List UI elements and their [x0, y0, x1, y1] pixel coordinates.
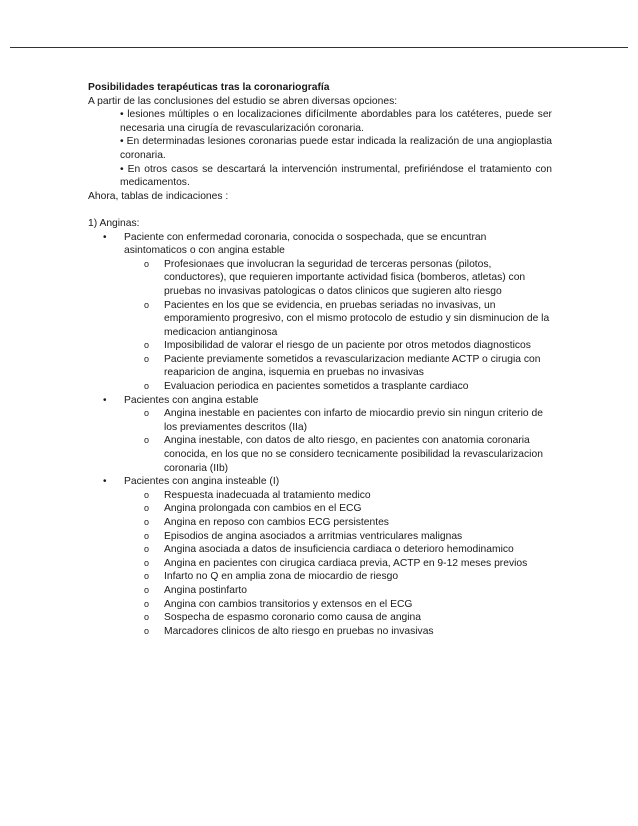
group-label: Pacientes con angina estable	[124, 394, 259, 406]
sub-item-text: Angina en reposo con cambios ECG persistentes	[164, 517, 389, 528]
circle-bullet-icon: o	[144, 503, 150, 514]
circle-bullet-icon: o	[144, 625, 150, 636]
group-item	[88, 475, 552, 489]
sub-item-text: Sospecha de espasmo coronario como causa de angina	[164, 612, 422, 624]
sub-item	[88, 489, 552, 503]
sub-item-text: Angina postinfarto	[164, 584, 248, 596]
sub-item	[88, 516, 552, 530]
sub-item	[88, 584, 552, 598]
sub-item-text: Infarto no Q en amplia zona de miocardio de riesgo	[164, 571, 399, 583]
option-item: • En otros casos se descartará la intervención instrumental, prefiriéndose el tratamiento con medicamentos.	[120, 163, 552, 189]
bullet-icon: •	[103, 231, 107, 243]
circle-bullet-icon: o	[144, 571, 150, 582]
circle-bullet-icon: o	[144, 258, 150, 269]
circle-bullet-icon: o	[144, 353, 150, 364]
sub-item-text: Pacientes en los que se evidencia, en pruebas seriadas no invasivas, un emporamiento progresivo, con el mismo protocolo de estudio y sin disminucion de la medicacion antianginosa	[164, 299, 550, 338]
sub-item-text: Evaluacion periodica en pacientes sometidos a trasplante cardiaco	[164, 381, 469, 393]
option-item: • En determinadas lesiones coronarias puede estar indicada la realización de una angioplastia coronaria.	[120, 136, 552, 161]
sub-item	[88, 598, 552, 612]
circle-bullet-icon: o	[144, 408, 150, 419]
circle-bullet-icon: o	[144, 598, 150, 609]
bullet-icon: •	[103, 476, 107, 488]
sub-item	[88, 611, 552, 625]
circle-bullet-icon: o	[144, 530, 150, 541]
sub-item	[88, 258, 552, 299]
intro-text: A partir de las conclusiones del estudio se abren diversas opciones:	[88, 95, 398, 107]
sub-item-text: Paciente previamente sometidos a revascularizacion mediante ACTP o cirugia con reaparicion de angina, isquemia en pruebas no invasivas	[164, 353, 541, 379]
circle-bullet-icon: o	[144, 517, 150, 527]
group-label: Paciente con enfermedad coronaria, conocida o sospechada, que se encuntran asintomaticos o con angina estable	[124, 231, 487, 257]
sub-item	[88, 530, 552, 544]
circle-bullet-icon: o	[144, 612, 150, 623]
sub-item-text: Angina en pacientes con cirugica cardiaca previa, ACTP en 9-12 meses previos	[164, 557, 528, 569]
sub-item	[88, 557, 552, 571]
sub-item	[88, 434, 552, 475]
group-item	[88, 231, 552, 258]
circle-bullet-icon: o	[144, 584, 150, 595]
circle-bullet-icon: o	[144, 435, 150, 446]
sub-item	[88, 543, 552, 557]
circle-bullet-icon: o	[144, 340, 150, 351]
sub-item	[88, 380, 552, 394]
sub-item	[88, 339, 552, 353]
blank-line	[88, 203, 552, 217]
sub-item	[88, 353, 552, 380]
sub-item-text: Angina prolongada con cambios en el ECG	[164, 503, 362, 515]
sub-item	[88, 299, 552, 340]
sub-item-text: Angina con cambios transitorios y extensos en el ECG	[164, 598, 413, 610]
sub-item	[88, 625, 552, 639]
document-title: Posibilidades terapéuticas tras la coronariografía	[88, 82, 330, 93]
indication-list	[88, 231, 552, 639]
circle-bullet-icon: o	[144, 489, 150, 500]
option-item: • lesiones múltiples o en localizaciones difícilmente abordables para los catéteres, puede ser necesaria una cirugía de revascularización coronaria.	[120, 109, 552, 134]
sub-item-text: Marcadores clinicos de alto riesgo en pruebas no invasivas	[164, 625, 434, 637]
sub-item	[88, 407, 552, 434]
tables-intro: Ahora, tablas de indicaciones :	[88, 190, 229, 202]
circle-bullet-icon: o	[144, 557, 150, 568]
sub-item-text: Angina inestable en pacientes con infarto de miocardio previo sin ningun criterio de los previamentes descritos (IIa)	[164, 408, 543, 433]
group-label: Pacientes con angina insteable (I)	[124, 476, 280, 488]
circle-bullet-icon: o	[144, 299, 150, 310]
sub-item-text: Respuesta inadecuada al tratamiento medico	[164, 489, 371, 501]
circle-bullet-icon: o	[144, 544, 150, 555]
group-item	[88, 394, 552, 408]
document-body	[88, 81, 552, 638]
circle-bullet-icon: o	[144, 381, 150, 392]
sub-item-text: Episodios de angina asociados a arritmias ventriculares malignas	[164, 530, 463, 542]
page-top-rule	[10, 47, 628, 48]
sub-item-text: Angina asociada a datos de insuficiencia cardiaca o deterioro hemodinamico	[164, 544, 514, 556]
sub-item	[88, 502, 552, 516]
sub-item	[88, 570, 552, 584]
sub-item-text: Imposibilidad de valorar el riesgo de un paciente por otros metodos diagnosticos	[164, 340, 531, 352]
sub-item-text: Profesionaes que involucran la seguridad de terceras personas (pilotos, conductores), que requieren importante actividad fisica (bomberos, atletas) con pruebas no invasivas patologicas o datos clinicos que sugieren alto riesgo	[164, 258, 526, 297]
sub-item-text: Angina inestable, con datos de alto riesgo, en pacientes con anatomia coronaria conocida, en los que no se considero tecnicamente posibilidad la revascularizacion coronaria (IIb)	[164, 435, 543, 474]
section-heading: 1) Anginas:	[88, 217, 140, 229]
bullet-icon: •	[103, 394, 107, 406]
